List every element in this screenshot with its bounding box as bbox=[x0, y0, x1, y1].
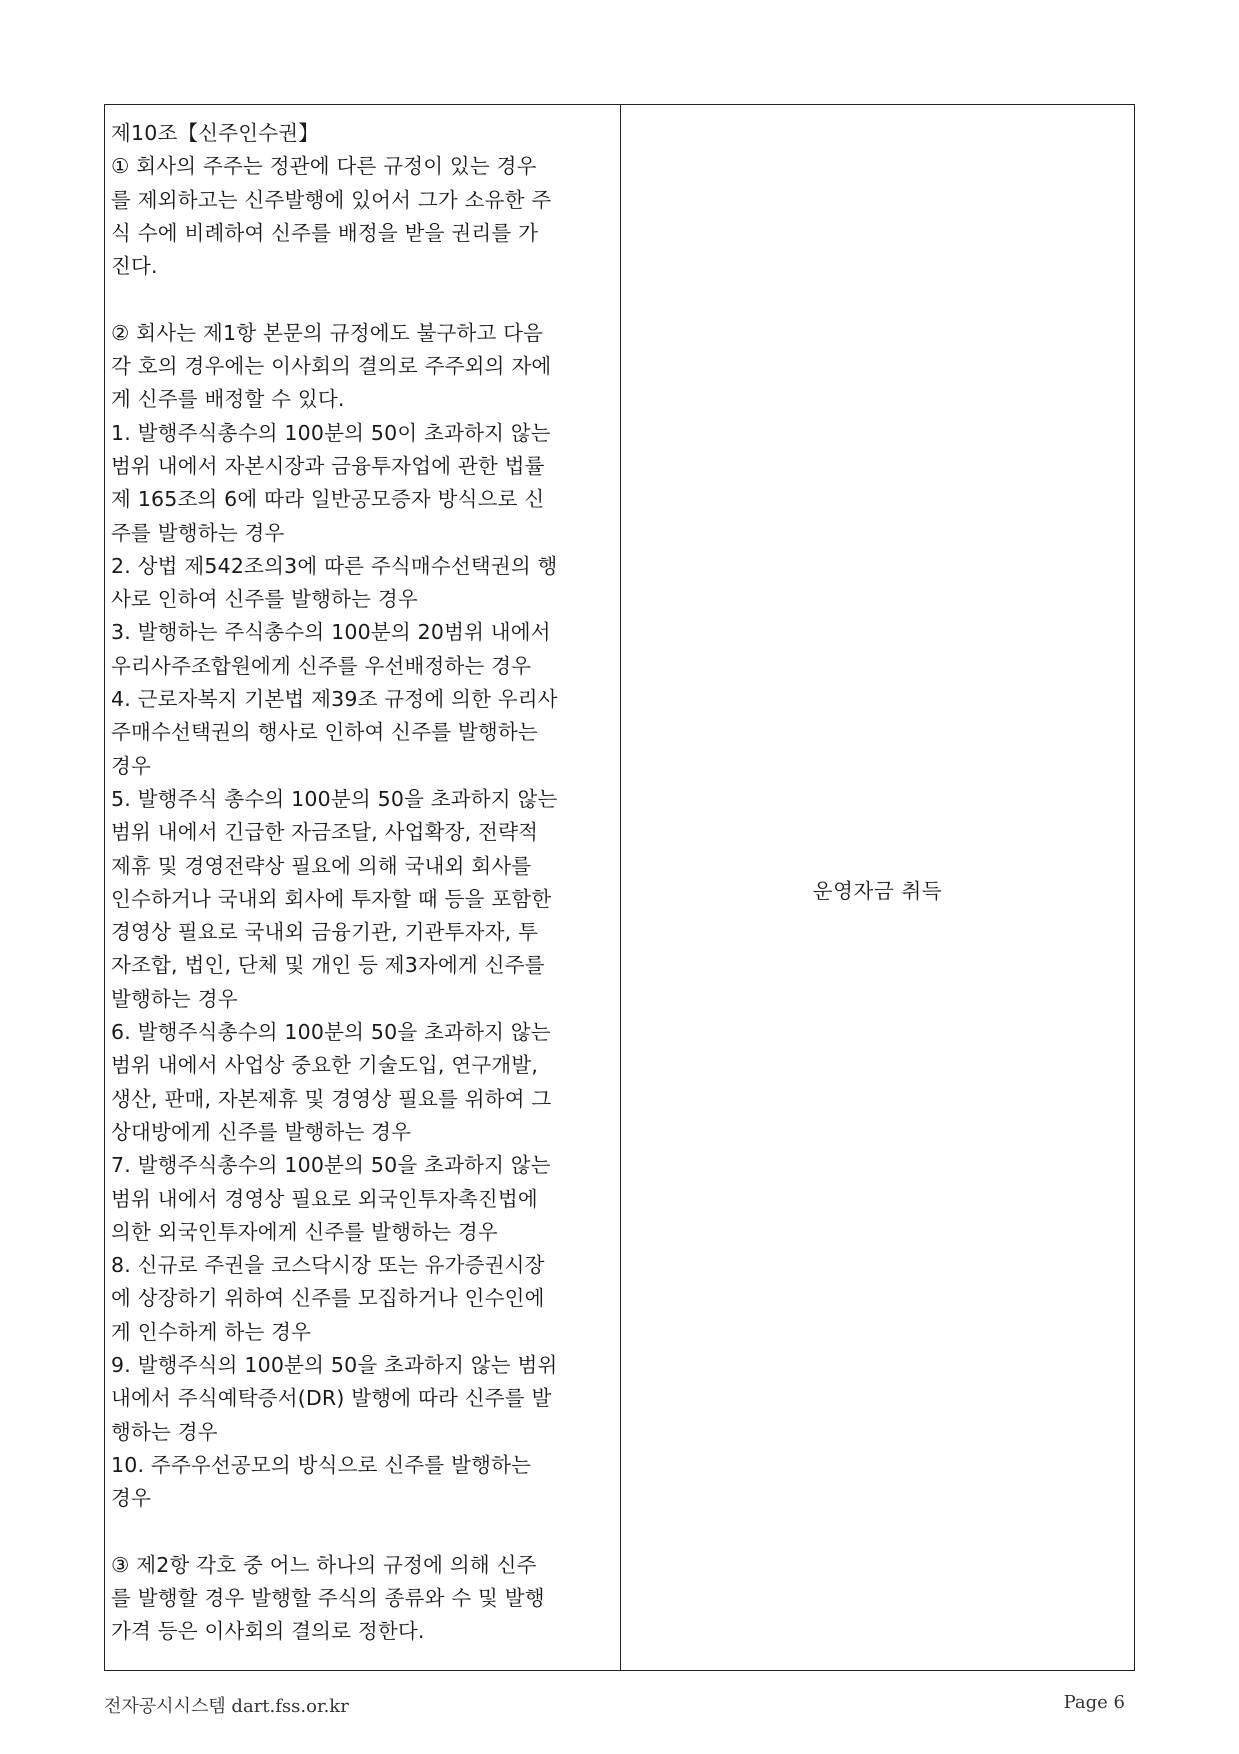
purpose-cell bbox=[621, 105, 1134, 1670]
article-10-text: 제10조【신주인수권】 ① 회사의 주주는 정관에 다른 규정이 있는 경우 를 제외하고는 신주발행에 있어서 그가 소유한 주 식 수에 비례하여 신주를 배정을 받을 권리를 가 진다. ② 회사는 제1항 본문의 규정에도 불구하고 다음 각 호의 경우에는 이사회의 결의로 주주외의 자에 게 신주를 배정할 수 있다. 1. 발행주식총수의 100분의 50이 초과하지 않는 범위 내에서 자본시장과 금융투자업에 관한 법률 제 165조의 6에 따라 일반공모증자 방식으로 신 주를 발행하는 경우 2. 상법 제542조의3에 따른 주식매수선택권의 행 사로 인하여 신주를 발행하는 경우 3. 발행하는 주식총수의 100분의 20범위 내에서 우리사주조합원에게 신주를 우선배정하는 경우 4. 근로자복지 기본법 제39조 규정에 의한 우리사 주매수선택권의 행사로 인하여 신주를 발행하는 경우 5. 발행주식 총수의 100분의 50을 초과하지 않는 범위 내에서 긴급한 자금조달, 사업확장, 전략적 제휴 및 경영전략상 필요에 의해 국내외 회사를 인수하거나 국내외 회사에 투자할 때 등을 포함한 경영상 필요로 국내외 금융기관, 기관투자자, 투 자조합, 법인, 단체 및 개인 등 제3자에게 신주를 발행하는 경우 6. 발행주식총수의 100분의 50을 초과하지 않는 범위 내에서 사업상 중요한 기술도입, 연구개발, 생산, 판매, 자본제휴 및 경영상 필요를 위하여 그 상대방에게 신주를 발행하는 경우 7. 발행주식총수의 100분의 50을 초과하지 않는 범위 내에서 경영상 필요로 외국인투자촉진법에 의한 외국인투자에게 신주를 발행하는 경우 8. 신규로 주권을 코스닥시장 또는 유가증권시장 에 상장하기 위하여 신주를 모집하거나 인수인에 게 인수하게 하는 경우 9. 발행주식의 100분의 50을 초과하지 않는 범위 내에서 주식예탁증서(DR) 발행에 따라 신주를 발 행하는 경우 10. 주주우선공모의 방식으로 신주를 발행하는 경우 ③ 제2항 각호 중 어느 하나의 규정에 의해 신주 를 발행할 경우 발행할 주식의 종류와 수 및 발행 가격 등은 이사회의 결의로 정한다. bbox=[111, 121, 558, 1644]
article-cell bbox=[105, 105, 621, 1670]
footer-source: 전자공시시스템 dart.fss.or.kr bbox=[104, 1696, 349, 1717]
purpose-text: 운영자금 취득 bbox=[812, 878, 943, 903]
page-footer bbox=[104, 1692, 1125, 1718]
footer-page-number: Page 6 bbox=[1063, 1692, 1125, 1713]
article-comparison-table bbox=[104, 104, 1135, 1671]
